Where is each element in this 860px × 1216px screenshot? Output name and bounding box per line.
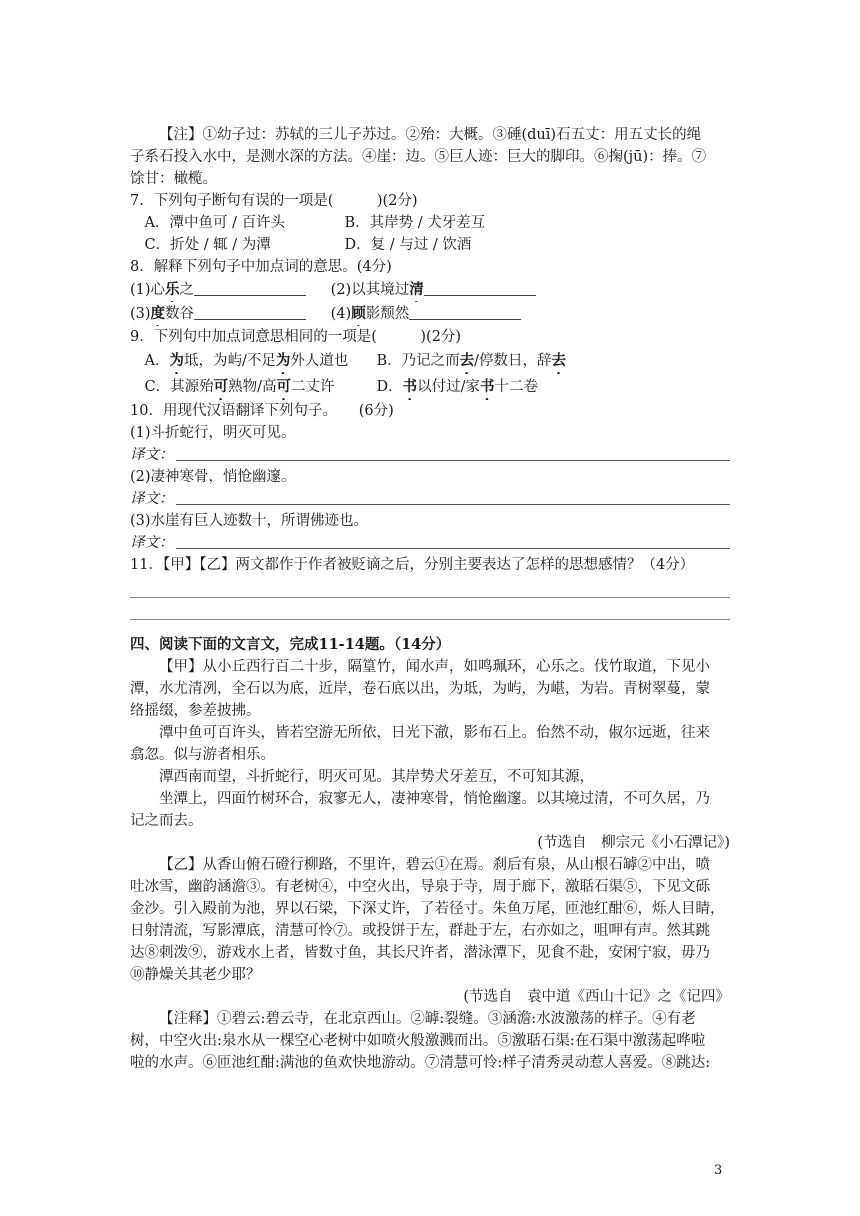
option-c: C．其源殆可熟物/高可二丈许 [144,378,335,395]
option-b: B．乃记之而去/停数日，辞去 [376,352,567,369]
jia-line: 潭，水尤清冽，全石以为底，近岸，卷石底以出，为坻，为屿，为嵁，为岩。青树翠蔓，蒙 [130,681,710,697]
jia-source: (节选自 柳宗元《小石潭记》) [537,835,730,851]
option-c: C．折处 / 辄 / 为潭 [144,237,271,253]
translate-sentence-1: (1)斗折蛇行，明灭可见。 [130,425,296,441]
answer-blank-3[interactable] [194,305,306,320]
translation-answer-2[interactable] [130,488,730,510]
yi-line: 【乙】从香山俯石磴行柳路，不里许，碧云①在焉。刹后有泉，从山根石罅②中出，喷 [159,857,710,873]
note-line-2: 子系石投入水中，是测水深的方法。④崖：边。⑤巨人迹：巨大的脚印。⑥掬(jū)：捧。⑦ [130,149,707,165]
note-line-1: 【注】①幼子过：苏轼的三儿子苏过。②殆：大概。③硾(duī)石五丈：用五丈长的绳 [159,127,702,143]
page-content [130,124,730,1074]
answer-blank-4[interactable] [409,305,521,320]
option-d: D．书以付过/家书十二卷 [376,378,539,395]
translation-label: 译文： [130,491,174,507]
answer-line [176,548,731,549]
question-10-stem: 10．用现代汉语翻译下列句子。 (6分) [130,403,394,419]
jia-line: 坐潭上，四面竹树环合，寂寥无人，凄神寒骨，悄怆幽邃。以其境过清，不可久居，乃 [159,791,710,807]
translation-label: 译文： [130,447,174,463]
note-line-3: 馀甘：橄榄。 [130,171,217,187]
answer-blank-1[interactable] [194,281,306,296]
jia-line: 记之而去。 [130,813,203,829]
answer-line [176,504,731,505]
translation-label: 译文： [130,535,174,551]
yi-line: 日射清流，写影潭底，清慧可怜⑦。或投饼于左，群赴于左，右亦如之，咀呷有声。然其跳 [130,923,710,939]
question-8-row-1 [130,278,730,302]
question-11-stem: 11．【甲】【乙】两文都作于作者被贬谪之后，分别主要表达了怎样的思想感情？（4分） [130,557,695,573]
yi-source: (节选自 袁中道《西山十记》之《记四》 [463,989,730,1005]
yi-line: 达⑧刺泼⑨，游戏水上者，皆数寸鱼，其长尺许者，潜泳潭下，见食不赴，安闲宁寂，毋乃 [130,945,710,961]
notes-line: 啦的水声。⑥匝池红酣:满池的鱼欢快地游动。⑦清慧可怜:样子清秀灵动惹人喜爱。⑧跳达: [130,1055,711,1071]
yi-line: 金沙。引入殿前为池，界以石梁，下深丈许，了若径寸。朱鱼万尾，匝池红酣⑥，烁人目睛， [130,901,725,917]
notes-line: 【注释】①碧云:碧云寺，在北京西山。②罅:裂缝。③涵澹:水波激荡的样子。④有老 [159,1011,696,1027]
question-7-options-row-2 [130,234,730,256]
translation-answer-3[interactable] [130,532,730,554]
page-number: 3 [714,1163,723,1178]
question-9-options-row-1 [130,348,730,374]
item-1-text: (1)心乐之 [130,281,195,298]
question-8-stem: 8．解释下列句子中加点词的意思。(4分) [130,259,392,275]
option-d: D．复 / 与过 / 饮酒 [344,237,472,253]
translation-answer-1[interactable] [130,444,730,466]
jia-line: 潭西南而望，斗折蛇行，明灭可见。其岸势犬牙差互，不可知其源， [159,769,594,785]
notes-line: 树，中空火出:泉水从一棵空心老树中如喷火般激溅而出。⑤激聒石渠:在石渠中激荡起哗啦 [130,1033,706,1049]
question-7-stem: 7．下列句子断句有误的一项是( )(2分) [130,193,418,209]
answer-line-1[interactable] [130,576,730,598]
yi-line: ⑩静燥关其老少耶？ [130,967,261,983]
jia-line: 翕忽。似与游者相乐。 [130,747,275,763]
option-a: A．为坻，为屿/不足为外人道也 [144,352,349,369]
item-4-text: (4)顾影颓然 [330,305,410,322]
answer-blank-2[interactable] [424,281,536,296]
translate-sentence-2: (2)凄神寒骨，悄怆幽邃。 [130,469,296,485]
item-2-text: (2)以其境过清 [330,281,424,298]
item-3-text: (3)度数谷 [130,305,195,322]
spacer [130,620,730,634]
answer-line-2[interactable] [130,598,730,620]
jia-line: 【甲】从小丘西行百二十步，隔篁竹，闻水声，如鸣珮环，心乐之。伐竹取道，下见小 [159,659,710,675]
question-7-options-row-1 [130,212,730,234]
section-4-heading: 四、阅读下面的文言文，完成11-14题。（14分） [130,636,451,653]
answer-line [176,460,731,461]
option-a: A．潭中鱼可 / 百许头 [144,215,286,231]
option-b: B．其岸势 / 犬牙差互 [344,215,486,231]
jia-line: 潭中鱼可百许头，皆若空游无所依，日光下澈，影布石上。佁然不动，俶尔远逝，往来 [159,725,710,741]
question-9-stem: 9．下列句中加点词意思相同的一项是( )(2分) [130,329,462,345]
translate-sentence-3: (3)水崖有巨人迹数十，所谓佛迹也。 [130,513,369,529]
jia-line: 络摇缀，参差披拂。 [130,703,261,719]
question-9-options-row-2 [130,374,730,400]
question-8-row-2 [130,302,730,326]
yi-line: 吐冰雪，幽韵涵澹③。有老树④，中空火出，导泉于寺，周于廊下，激聒石渠⑤，下见文砾 [130,879,710,895]
